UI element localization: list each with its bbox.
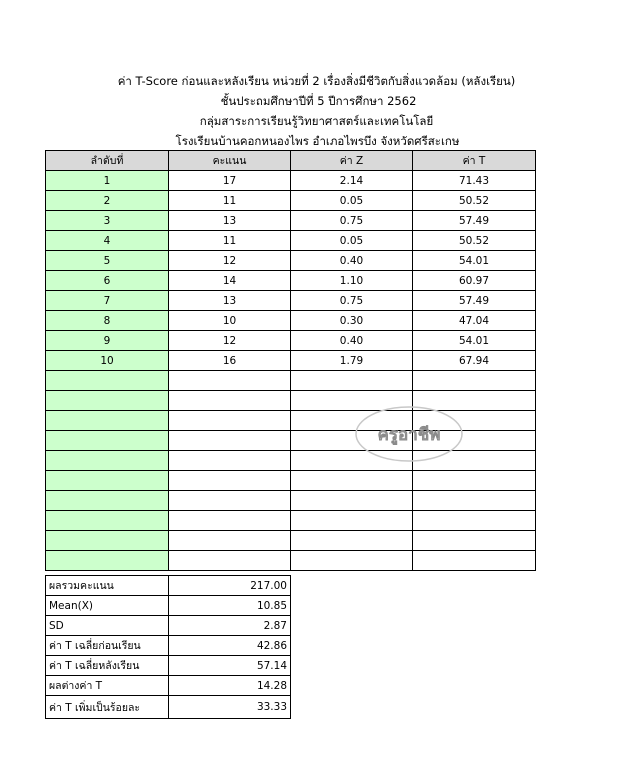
table-row	[46, 511, 536, 531]
table-row	[46, 231, 536, 251]
report-grade-year: ชั้นประถมศึกษาปีที่ 5 ปีการศึกษา 2562	[220, 94, 417, 108]
cell-score: 17	[169, 171, 291, 191]
summary-label: ผลรวมคะแนน	[46, 576, 169, 596]
cell-score: 11	[169, 231, 291, 251]
summary-row	[46, 576, 291, 596]
summary-row	[46, 616, 291, 636]
header-z: ค่า Z	[291, 151, 413, 171]
cell-score: 16	[169, 351, 291, 371]
cell-seq: 3	[46, 211, 169, 231]
table-row	[46, 291, 536, 311]
cell-score	[169, 511, 291, 531]
cell-seq: 5	[46, 251, 169, 271]
cell-t	[413, 531, 536, 551]
cell-t	[413, 371, 536, 391]
cell-score	[169, 451, 291, 471]
cell-seq	[46, 371, 169, 391]
cell-score: 14	[169, 271, 291, 291]
summary-table	[45, 575, 291, 719]
summary-value: 57.14	[169, 656, 291, 676]
summary-value: 42.86	[169, 636, 291, 656]
table-row	[46, 251, 536, 271]
cell-t: 50.52	[413, 191, 536, 211]
cell-seq: 2	[46, 191, 169, 211]
cell-z	[291, 471, 413, 491]
cell-seq	[46, 411, 169, 431]
cell-score: 13	[169, 211, 291, 231]
cell-seq	[46, 491, 169, 511]
cell-t: 54.01	[413, 331, 536, 351]
table-row	[46, 471, 536, 491]
report-title: ค่า T-Score ก่อนและหลังเรียน หน่วยที่ 2 เรื่องสิ่งมีชีวิตกับสิ่งแวดล้อม (หลังเรียน)	[117, 74, 516, 88]
table-row	[46, 211, 536, 231]
cell-seq	[46, 451, 169, 471]
table-row	[46, 271, 536, 291]
cell-z: 0.40	[291, 331, 413, 351]
cell-score	[169, 411, 291, 431]
summary-row	[46, 596, 291, 616]
table-header-row	[46, 151, 536, 171]
summary-row	[46, 656, 291, 676]
cell-seq: 4	[46, 231, 169, 251]
cell-z: 0.40	[291, 251, 413, 271]
cell-score: 12	[169, 251, 291, 271]
cell-t: 54.01	[413, 251, 536, 271]
header-t: ค่า T	[413, 151, 536, 171]
cell-z: 0.05	[291, 231, 413, 251]
table-row	[46, 531, 536, 551]
cell-score	[169, 371, 291, 391]
cell-t	[413, 511, 536, 531]
summary-label: ค่า T เฉลี่ยก่อนเรียน	[46, 636, 169, 656]
cell-seq: 1	[46, 171, 169, 191]
cell-z	[291, 511, 413, 531]
cell-score	[169, 551, 291, 571]
summary-value: 10.85	[169, 596, 291, 616]
cell-seq	[46, 511, 169, 531]
cell-t: 57.49	[413, 291, 536, 311]
cell-seq	[46, 531, 169, 551]
cell-seq: 7	[46, 291, 169, 311]
cell-t: 60.97	[413, 271, 536, 291]
cell-seq	[46, 551, 169, 571]
table-row	[46, 191, 536, 211]
cell-z: 0.75	[291, 211, 413, 231]
cell-t: 57.49	[413, 211, 536, 231]
cell-z	[291, 551, 413, 571]
summary-label: ค่า T เพิ่มเป็นร้อยละ	[46, 696, 169, 719]
cell-score	[169, 431, 291, 451]
summary-label: SD	[46, 616, 169, 636]
cell-t: 71.43	[413, 171, 536, 191]
cell-seq	[46, 471, 169, 491]
cell-score: 12	[169, 331, 291, 351]
cell-t: 47.04	[413, 311, 536, 331]
table-row	[46, 371, 536, 391]
summary-row	[46, 636, 291, 656]
cell-z: 0.05	[291, 191, 413, 211]
cell-t	[413, 491, 536, 511]
cell-t: 50.52	[413, 231, 536, 251]
cell-t: 67.94	[413, 351, 536, 371]
cell-seq	[46, 391, 169, 411]
cell-z: 1.10	[291, 271, 413, 291]
table-row	[46, 171, 536, 191]
cell-score: 11	[169, 191, 291, 211]
summary-label: Mean(X)	[46, 596, 169, 616]
cell-seq: 10	[46, 351, 169, 371]
summary-label: ผลต่างค่า T	[46, 676, 169, 696]
cell-seq: 9	[46, 331, 169, 351]
table-row	[46, 491, 536, 511]
cell-score	[169, 531, 291, 551]
summary-value: 217.00	[169, 576, 291, 596]
cell-z	[291, 371, 413, 391]
summary-value: 2.87	[169, 616, 291, 636]
cell-z: 2.14	[291, 171, 413, 191]
summary-label: ค่า T เฉลี่ยหลังเรียน	[46, 656, 169, 676]
summary-row	[46, 676, 291, 696]
cell-score: 13	[169, 291, 291, 311]
table-row	[46, 351, 536, 371]
header-score: คะแนน	[169, 151, 291, 171]
cell-seq	[46, 431, 169, 451]
report-subject-group: กลุ่มสาระการเรียนรู้วิทยาศาสตร์และเทคโนโลยี	[199, 114, 434, 128]
watermark-logo	[354, 404, 464, 464]
cell-t	[413, 471, 536, 491]
cell-z	[291, 531, 413, 551]
watermark-text: ครูอาชีพ	[377, 425, 441, 445]
cell-score: 10	[169, 311, 291, 331]
cell-seq: 6	[46, 271, 169, 291]
summary-row	[46, 696, 291, 719]
cell-score	[169, 471, 291, 491]
cell-z: 0.30	[291, 311, 413, 331]
table-row	[46, 311, 536, 331]
cell-z: 0.75	[291, 291, 413, 311]
cell-score	[169, 491, 291, 511]
report-school: โรงเรียนบ้านคอกหนองไพร อำเภอไพรบึง จังหวัดศรีสะเกษ	[175, 134, 460, 148]
cell-z	[291, 491, 413, 511]
table-row	[46, 331, 536, 351]
header-seq: ลำดับที่	[46, 151, 169, 171]
score-table	[45, 150, 536, 571]
cell-score	[169, 391, 291, 411]
summary-value: 14.28	[169, 676, 291, 696]
table-row	[46, 551, 536, 571]
cell-seq: 8	[46, 311, 169, 331]
summary-value: 33.33	[169, 696, 291, 719]
cell-t	[413, 551, 536, 571]
cell-z: 1.79	[291, 351, 413, 371]
